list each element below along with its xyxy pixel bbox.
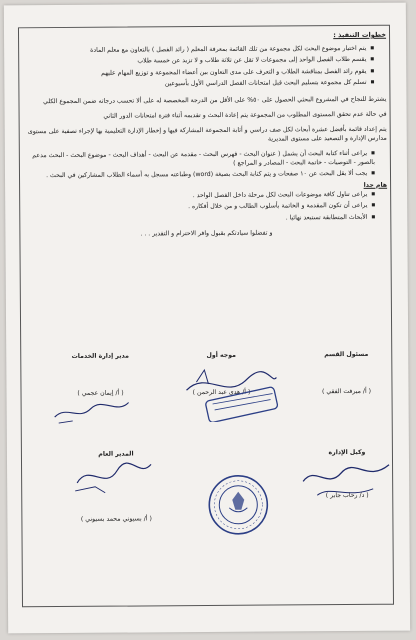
signature-title: موجه أول <box>206 351 236 360</box>
notes-list <box>25 191 387 225</box>
general-manager-signature <box>67 456 157 497</box>
signature-name: ( أ/ إيمان عجمي ) <box>77 389 124 397</box>
steps-list <box>24 44 386 90</box>
requirements-list <box>25 150 387 182</box>
signature-name: ( أ/ هدى عبد الرحمن ) <box>192 388 251 397</box>
section-heading: خطوات التنفيذ : <box>333 30 387 40</box>
signature-name: ( د/ رحاب جابر ) <box>325 491 369 500</box>
list-item: ■ يقسم طلاب الفصل الواحد إلى مجموعات لا تقل عن ثلاثة طلاب و لا تزيد عن خمسة طلاب <box>24 56 374 67</box>
signature-title: المدير العام <box>98 450 134 458</box>
closing-line: و تفضلوا سيادتكم بقبول وافر الاحترام و التقدير . . . <box>140 229 273 238</box>
list-item: ■ يقوم رائد الفصل بمناقشة الطلاب و التعرف على مدى التعاون بين أعضاء المجموعة و توزيع المهام عليهم <box>24 67 374 78</box>
official-seal-icon <box>207 474 269 536</box>
list-item: ■ تسلم كل مجموعة بتسليم البحث قبل امتحانات الفصل الدراسي الأول بأسبوعين <box>24 79 374 90</box>
signature-title: وكيل الإدارة <box>328 448 366 457</box>
supervisor-signature-stamp <box>176 359 286 422</box>
document-body <box>24 31 387 240</box>
list-item: ■ يتم اختيار موضوع البحث لكل مجموعة من تلك القائمة بمعرفة المعلم ( رائد الفصل ) بالتعاون مع معلم المادة <box>24 44 374 55</box>
signature-services <box>50 352 150 397</box>
paragraph: يشترط للنجاح في المشروع البحثي الحصول على ٥٠% على الأقل من الدرجة المخصصة له على ألا تحسب درجاته ضمن المجموع الكلي <box>43 95 387 106</box>
paragraph: يتم إعداد قائمة بأفضل عشرة أبحاث لكل صف دراسي و أثابة المجموعة المشاركة فيها و إخطار الإدارة التعليمية بها لإجراء تصفية على مستوى مدارس الإدارة و التصعيد على مستوى المديرية <box>27 125 387 143</box>
deputy-signature <box>297 455 397 506</box>
list-item: ■ يراعى أثناء كتابة البحث أن يشمل ( عنوان البحث - فهرس البحث - مقدمة عن البحث - أهداف البحث - موضوع البحث - البحث مدعم بالصور - التوصيات - خاتمة البحث - المصادر و المراجع ) <box>25 150 375 170</box>
important-heading: هام جدا <box>363 181 388 189</box>
paragraph: في حالة عدم تحقق المستوى المطلوب من المجموعة يتم إعادة البحث و تقديمه أثناء فترة امتحانات الدور الثاني <box>103 110 387 120</box>
document-page <box>4 3 410 634</box>
services-signature <box>47 396 137 427</box>
list-item: ■ يراعى تناول كافة موضوعات البحث لكل مرحلة داخل الفصل الواحد . <box>25 191 375 202</box>
signature-dept <box>306 351 386 396</box>
list-item: ■ الأبحاث المتطابقة تستبعد نهائيا . <box>25 214 375 225</box>
list-item: ■ يجب ألا يقل البحث عن ١٠ صفحات و يتم كتابة البحث بصيغة (word) وطباعته مسجل به أسماء الطلاب المشاركين في البحث . <box>25 170 375 181</box>
list-item: ■ يراعى أن تكون المقدمة و الخاتمة بأسلوب الطالب و من خلال أفكاره . <box>25 202 375 213</box>
signature-name: ( أ/ ميرفت الفقي ) <box>321 387 372 396</box>
signature-name: ( أ/ بسيوني محمد بسيوني ) <box>80 515 152 523</box>
signature-title: مدير إدارة الخدمات <box>71 352 129 360</box>
signature-title: مسئول القسم <box>324 350 369 359</box>
